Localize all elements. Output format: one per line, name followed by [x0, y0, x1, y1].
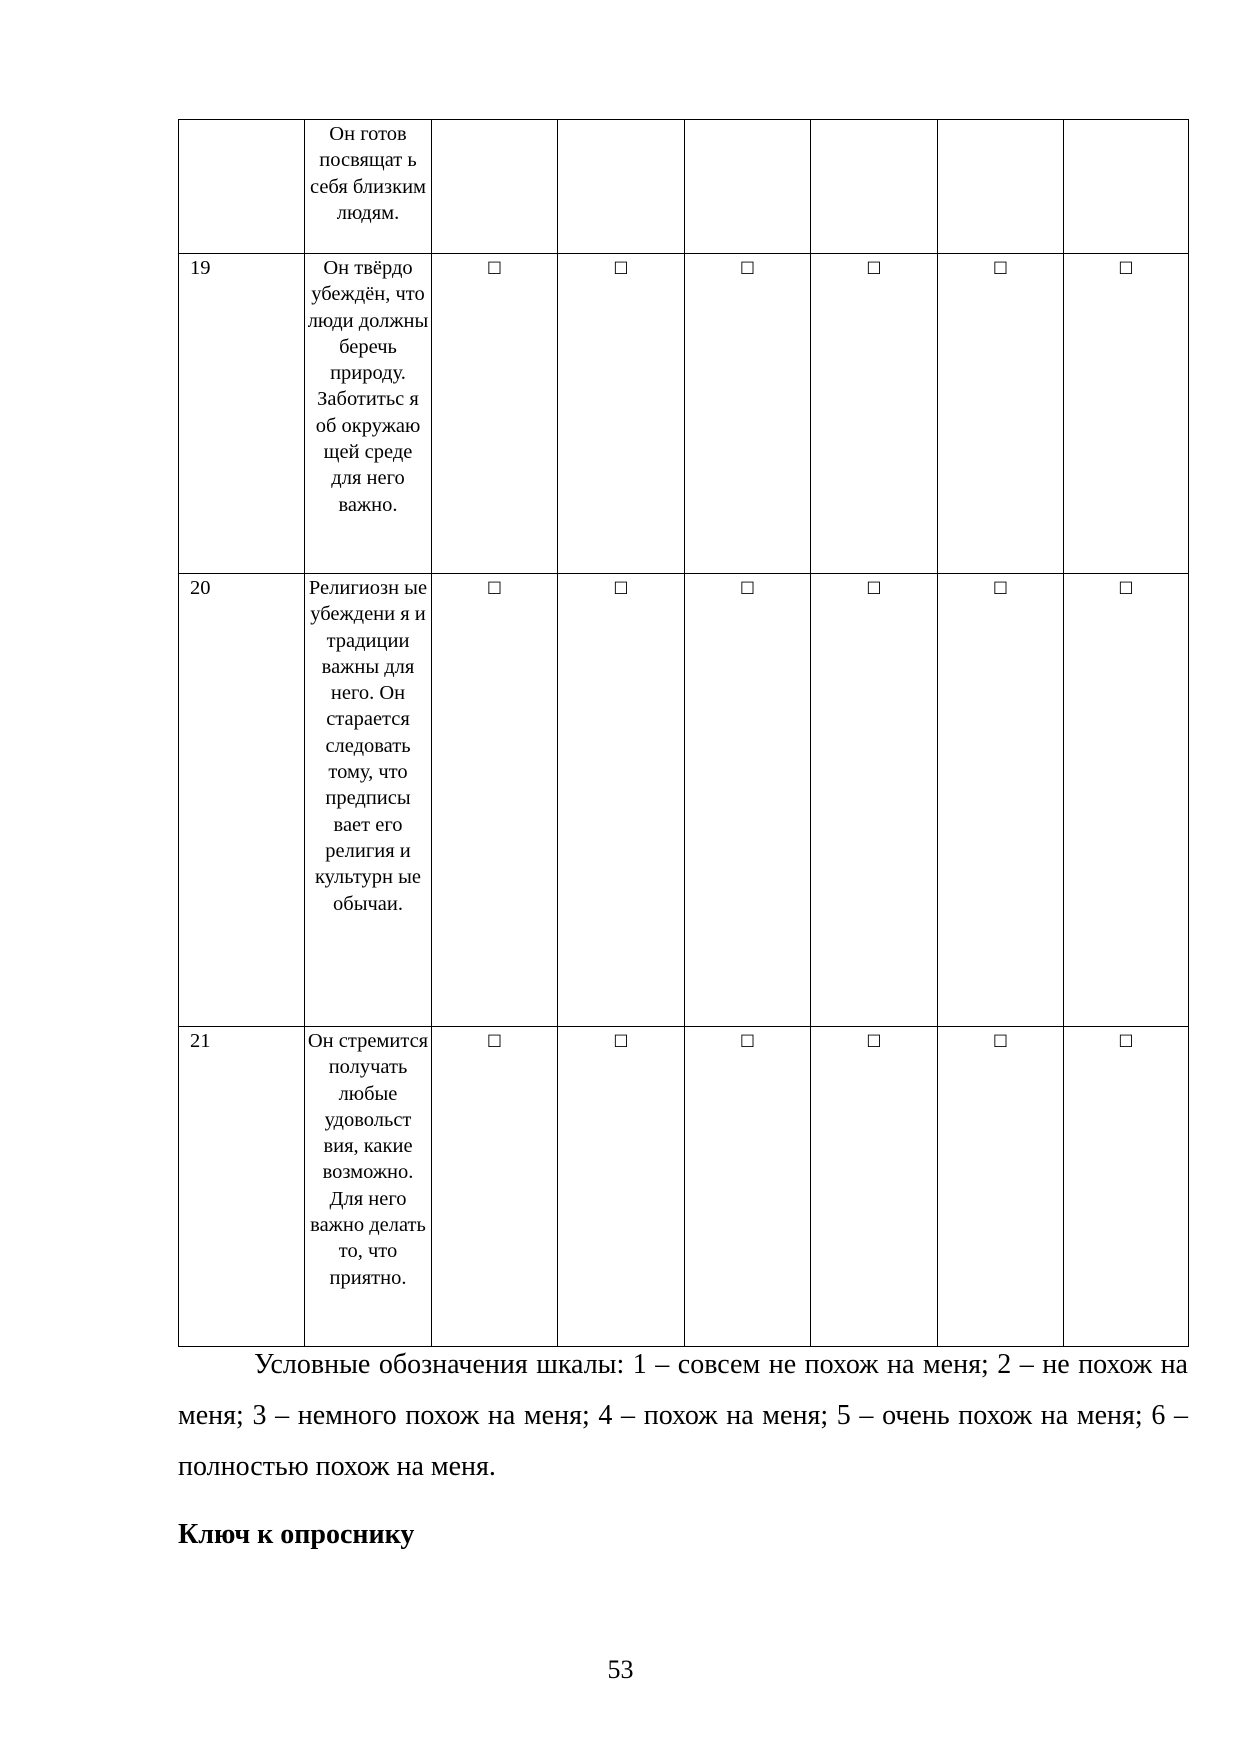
item-number: 19: [179, 254, 305, 574]
checkbox-icon[interactable]: ☐: [866, 259, 882, 279]
item-number: [179, 120, 305, 254]
checkbox-icon[interactable]: ☐: [739, 259, 756, 279]
checkbox-icon[interactable]: ☐: [992, 1032, 1009, 1052]
answer-cell-6: [1064, 1027, 1189, 1347]
checkbox-icon[interactable]: ☐: [739, 579, 756, 599]
answer-cell-4: [811, 254, 938, 574]
checkbox-icon[interactable]: ☐: [486, 259, 503, 279]
item-statement: Религиозн ые убеждени я и традиции важны для него. Он старается следовать тому, что предписы вает его религия и культурн ые обычаи.: [305, 574, 432, 1027]
item-number: 20: [179, 574, 305, 1027]
answer-cell-1: [432, 254, 558, 574]
answer-cell-5: [938, 574, 1064, 1027]
answer-cell-6: [1064, 574, 1189, 1027]
table-row: [179, 1027, 1189, 1347]
checkbox-icon[interactable]: ☐: [613, 579, 629, 599]
answer-cell-5: [938, 1027, 1064, 1347]
section-title: Ключ к опроснику: [178, 1519, 415, 1550]
checkbox-icon[interactable]: ☐: [1118, 579, 1134, 599]
answer-cell-3: [685, 1027, 811, 1347]
checkbox-icon[interactable]: ☐: [992, 259, 1009, 279]
table-row: [179, 254, 1189, 574]
checkbox-icon[interactable]: ☐: [486, 1032, 503, 1052]
answer-cell-3: [685, 120, 811, 254]
answer-cell-2: [558, 1027, 685, 1347]
checkbox-icon[interactable]: ☐: [1118, 1032, 1134, 1052]
checkbox-icon[interactable]: ☐: [1118, 259, 1134, 279]
answer-cell-4: [811, 120, 938, 254]
item-number: 21: [179, 1027, 305, 1347]
item-statement: Он готов посвящат ь себя близким людям.: [305, 120, 432, 254]
answer-cell-5: [938, 254, 1064, 574]
checkbox-icon[interactable]: ☐: [739, 1032, 756, 1052]
checkbox-icon[interactable]: ☐: [613, 259, 629, 279]
answer-cell-1: [432, 1027, 558, 1347]
answer-cell-1: [432, 120, 558, 254]
page-number: 53: [607, 1655, 634, 1684]
answer-cell-2: [558, 120, 685, 254]
survey-table: [178, 119, 1189, 1347]
checkbox-icon[interactable]: ☐: [866, 1032, 882, 1052]
checkbox-icon[interactable]: ☐: [486, 579, 503, 599]
answer-cell-2: [558, 254, 685, 574]
checkbox-icon[interactable]: ☐: [992, 579, 1009, 599]
answer-cell-6: [1064, 254, 1189, 574]
checkbox-icon[interactable]: ☐: [866, 579, 882, 599]
answer-cell-3: [685, 574, 811, 1027]
item-statement: Он твёрдо убеждён, что люди должны беречь природу. Заботитьс я об окружаю щей среде для него важно.: [305, 254, 432, 574]
answer-cell-4: [811, 1027, 938, 1347]
answer-cell-2: [558, 574, 685, 1027]
checkbox-icon[interactable]: ☐: [613, 1032, 629, 1052]
answer-cell-5: [938, 120, 1064, 254]
item-statement: Он стремится получать любые удовольст вия, какие возможно. Для него важно делать то, что приятно.: [305, 1027, 432, 1347]
table-row: [179, 120, 1189, 254]
answer-cell-3: [685, 254, 811, 574]
answer-cell-4: [811, 574, 938, 1027]
answer-cell-6: [1064, 120, 1189, 254]
table-row: [179, 574, 1189, 1027]
scale-legend: Условные обозначения шкалы: 1 – совсем не похож на меня; 2 – не похож на меня; 3 – немного похож на меня; 4 – похож на меня; 5 – очень похож на меня; 6 – полностью похож на меня.: [178, 1349, 1188, 1482]
answer-cell-1: [432, 574, 558, 1027]
